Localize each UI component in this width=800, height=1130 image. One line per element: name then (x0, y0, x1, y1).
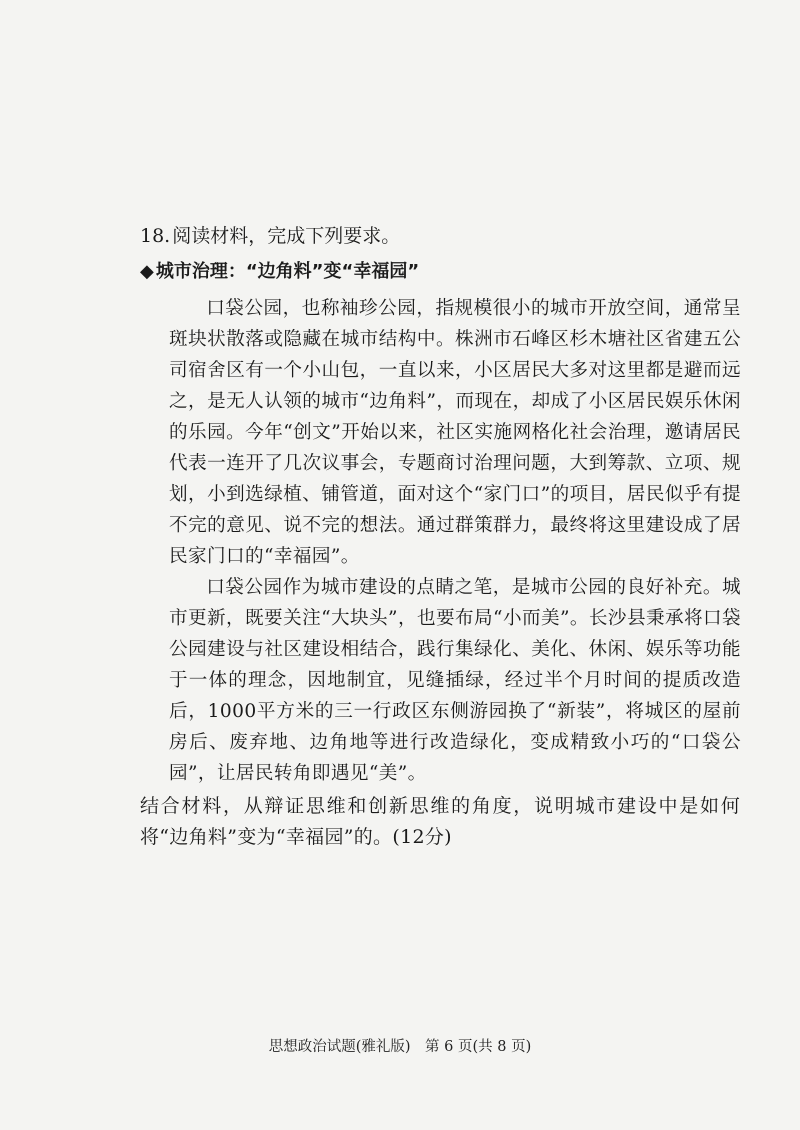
question-task: 结合材料，从辩证思维和创新思维的角度，说明城市建设中是如何将“边角料”变为“幸福园”的。(12分) (140, 795, 740, 848)
page-footer: 思想政治试题(雅礼版) 第 6 页(共 8 页) (268, 1039, 532, 1055)
question-header (140, 219, 740, 253)
material-paragraph-2: 口袋公园作为城市建设的点睛之笔，是城市公园的良好补充。城市更新，既要关注“大块头”，也要布局“小而美”。长沙县秉承将口袋公园建设与社区建设相结合，践行集绿化、美化、休闲、娱乐等功能于一体的理念，因地制宜，见缝插绿，经过半个月时间的提质改造后，1000平方米的三一行政区东侧游园换了“新装”，将城区的屋前房后、废弃地、边角地等进行改造绿化，变成精致小巧的“口袋公园”，让居民转角即遇见“美”。 (169, 577, 741, 784)
material-body (140, 293, 741, 789)
question-18 (140, 219, 740, 853)
material-section-title (140, 255, 740, 289)
material-title-text: 城市治理：“边角料”变“幸福园” (155, 261, 420, 282)
diamond-bullet-icon: ◆ (140, 261, 154, 282)
material-paragraph-1: 口袋公园，也称袖珍公园，指规模很小的城市开放空间，通常呈斑块状散落或隐藏在城市结构中。株洲市石峰区杉木塘社区省建五公司宿舍区有一个小山包，一直以来，小区居民大多对这里都是避而远之，是无人认领的城市“边角料”，而现在，却成了小区居民娱乐休闲的乐园。今年“创文”开始以来，社区实施网格化社会治理，邀请居民代表一连开了几次议事会，专题商讨治理问题，大到筹款、立项、规划，小到选绿植、铺管道，面对这个“家门口”的项目，居民似乎有提不完的意见、说不完的想法。通过群策群力，最终将这里建设成了居民家门口的“幸福园”。 (169, 298, 741, 567)
question-number: 18. (140, 225, 171, 247)
question-prompt: 阅读材料，完成下列要求。 (172, 225, 401, 247)
